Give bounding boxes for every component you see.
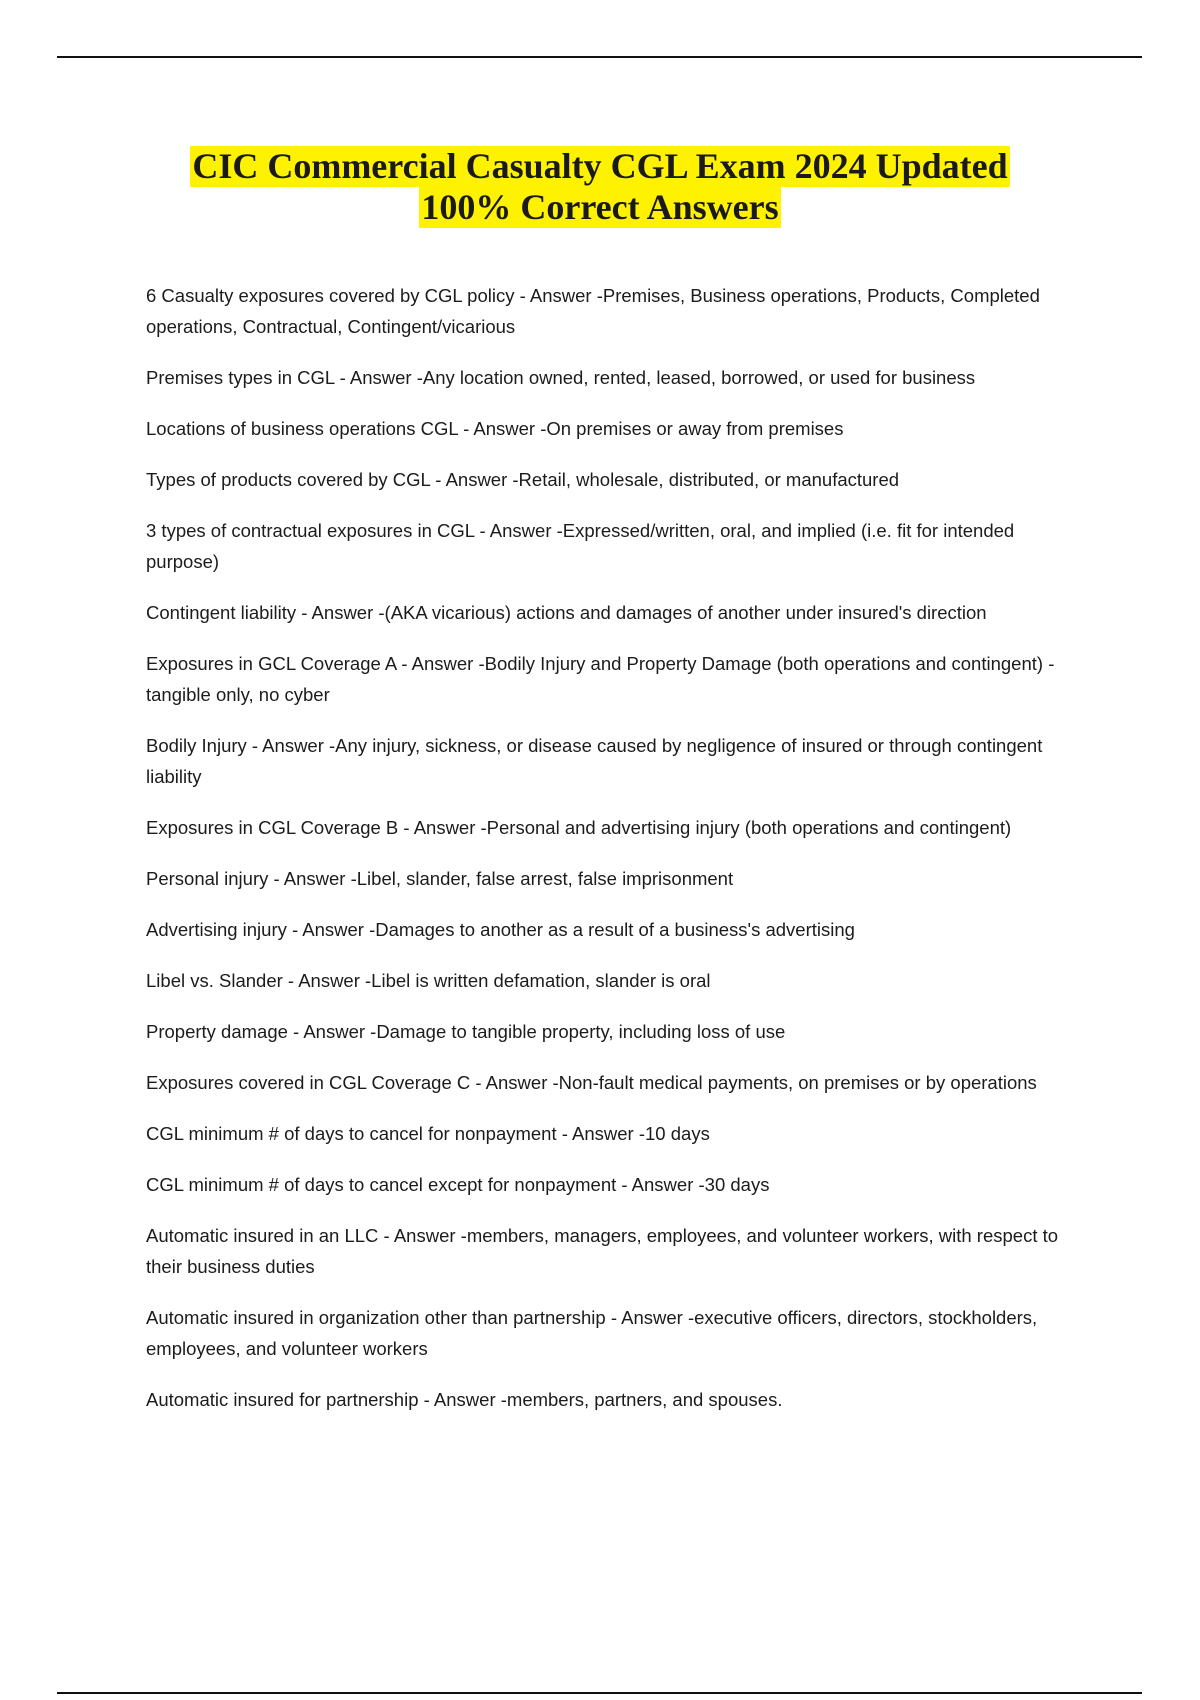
- qa-item: Premises types in CGL - Answer -Any location owned, rented, leased, borrowed, or used for business: [146, 367, 976, 388]
- qa-item: CGL minimum # of days to cancel for nonpayment - Answer -10 days: [146, 1123, 710, 1144]
- qa-item: Exposures covered in CGL Coverage C - Answer -Non-fault medical payments, on premises or by operations: [146, 1072, 1037, 1093]
- title-line-1: CIC Commercial Casualty CGL Exam 2024 Updated: [192, 146, 1008, 186]
- qa-item: Bodily Injury - Answer -Any injury, sickness, or disease caused by negligence of insured or through contingent liability: [146, 735, 1043, 787]
- qa-item: Types of products covered by CGL - Answer -Retail, wholesale, distributed, or manufactured: [146, 469, 900, 490]
- qa-item: Advertising injury - Answer -Damages to another as a result of a business's advertising: [146, 919, 855, 940]
- top-rule: [57, 56, 1142, 58]
- qa-item: 3 types of contractual exposures in CGL - Answer -Expressed/written, oral, and implied (i.e. fit for intended purpose): [146, 520, 1015, 572]
- qa-item: Exposures in CGL Coverage B - Answer -Personal and advertising injury (both operations and contingent): [146, 817, 1012, 838]
- qa-item: CGL minimum # of days to cancel except for nonpayment - Answer -30 days: [146, 1174, 770, 1195]
- bottom-rule: [57, 1692, 1142, 1694]
- qa-item: Locations of business operations CGL - Answer -On premises or away from premises: [146, 418, 844, 439]
- qa-item: Automatic insured for partnership - Answer -members, partners, and spouses.: [146, 1389, 783, 1410]
- qa-item: Libel vs. Slander - Answer -Libel is written defamation, slander is oral: [146, 970, 711, 991]
- qa-item: Exposures in GCL Coverage A - Answer -Bodily Injury and Property Damage (both operations and contingent) -tangible only, no cyber: [146, 653, 1055, 705]
- qa-item: Automatic insured in organization other than partnership - Answer -executive officers, directors, stockholders, employees, and volunteer workers: [146, 1307, 1038, 1359]
- document-title: [0, 146, 1200, 228]
- qa-list: [146, 280, 1086, 1435]
- qa-item: Contingent liability - Answer -(AKA vicarious) actions and damages of another under insured's direction: [146, 602, 987, 623]
- qa-item: Automatic insured in an LLC - Answer -members, managers, employees, and volunteer workers, with respect to their business duties: [146, 1225, 1059, 1277]
- qa-item: Personal injury - Answer -Libel, slander, false arrest, false imprisonment: [146, 868, 734, 889]
- title-line-2: 100% Correct Answers: [421, 187, 779, 227]
- qa-item: 6 Casualty exposures covered by CGL policy - Answer -Premises, Business operations, Products, Completed operations, Contractual, Contingent/vicarious: [146, 285, 1040, 337]
- qa-item: Property damage - Answer -Damage to tangible property, including loss of use: [146, 1021, 786, 1042]
